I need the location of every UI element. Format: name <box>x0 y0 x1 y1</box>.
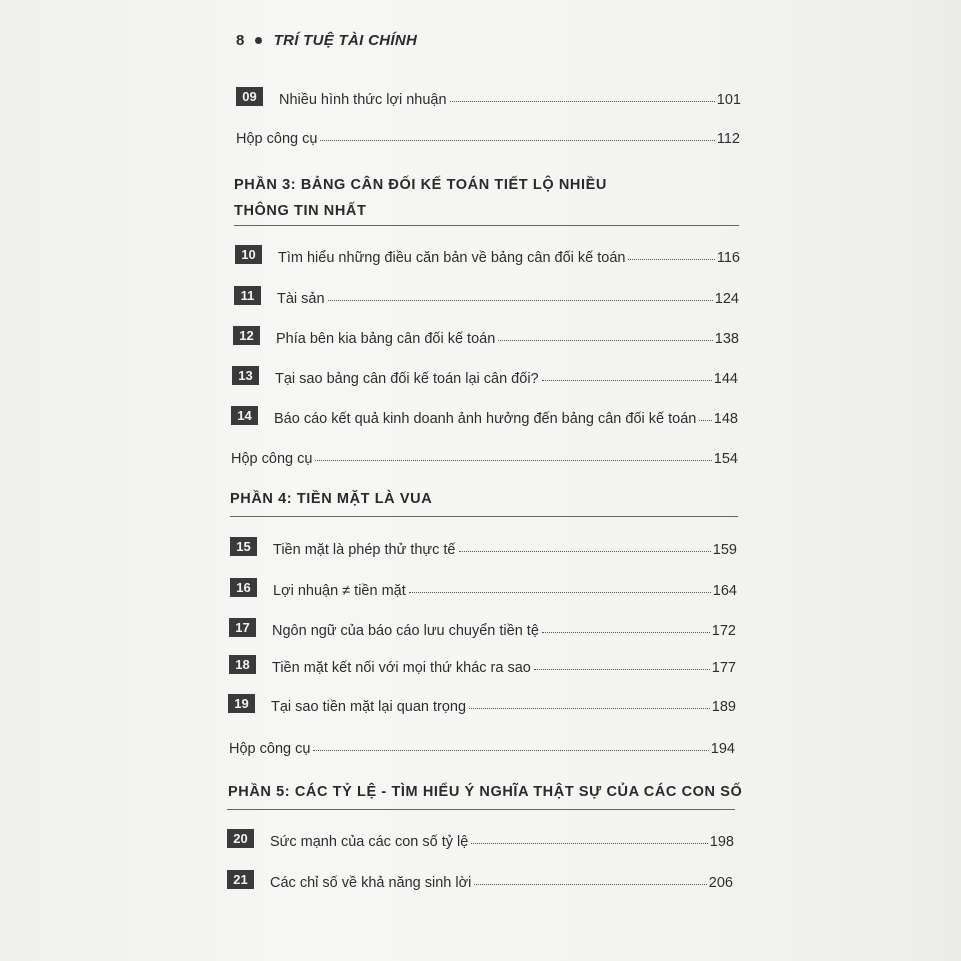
entry-title: Tiền mặt là phép thử thực tế <box>273 542 456 558</box>
entry-title: Tiền mặt kết nối với mọi thứ khác ra sao <box>272 660 531 676</box>
entry-page: 159 <box>712 542 737 558</box>
toc-entry-toolbox[interactable] <box>229 733 735 757</box>
entry-title: Ngôn ngữ của báo cáo lưu chuyển tiền tệ <box>272 623 539 639</box>
toc-entry[interactable] <box>230 575 737 599</box>
part-heading-line: THÔNG TIN NHẤT <box>234 203 367 219</box>
part-divider <box>234 225 739 226</box>
dot-leader <box>459 551 711 552</box>
toc-entry[interactable] <box>229 615 736 639</box>
chapter-number-badge: 16 <box>230 578 257 597</box>
part-heading <box>230 486 432 512</box>
entry-title: Hộp công cụ <box>236 131 318 147</box>
entry-page: 148 <box>713 411 738 427</box>
chapter-number-badge: 11 <box>234 286 261 305</box>
book-title: TRÍ TUỆ TÀI CHÍNH <box>273 32 418 49</box>
toc-entry[interactable] <box>227 826 734 850</box>
entry-page: 138 <box>714 331 739 347</box>
toc-entry[interactable] <box>231 403 738 427</box>
entry-title: Hộp công cụ <box>229 741 311 757</box>
dot-leader <box>320 140 714 141</box>
entry-page: 194 <box>710 741 735 757</box>
chapter-number-badge: 09 <box>236 87 263 106</box>
entry-title: Tại sao tiền mặt lại quan trọng <box>271 699 467 715</box>
toc-entry[interactable] <box>228 691 736 715</box>
dot-leader <box>542 380 712 381</box>
dot-leader <box>313 750 708 751</box>
entry-title: Lợi nhuận ≠ tiền mặt <box>273 583 406 599</box>
chapter-number-badge: 10 <box>235 245 262 264</box>
toc-entry-toolbox[interactable] <box>231 443 738 467</box>
chapter-number-badge: 18 <box>229 655 256 674</box>
entry-page: 189 <box>711 699 736 715</box>
toc-entry[interactable] <box>232 363 738 387</box>
toc-entry[interactable] <box>235 242 740 266</box>
dot-leader <box>542 632 710 633</box>
dot-leader <box>534 669 710 670</box>
toc-entry[interactable] <box>234 283 739 307</box>
part-heading <box>228 779 742 805</box>
entry-title: Sức mạnh của các con số tỷ lệ <box>270 834 469 850</box>
dot-leader <box>469 708 710 709</box>
chapter-number-badge: 19 <box>228 694 255 713</box>
part-divider <box>227 809 735 810</box>
entry-page: 124 <box>714 291 739 307</box>
entry-page: 177 <box>711 660 736 676</box>
chapter-number-badge: 14 <box>231 406 258 425</box>
toc-entry[interactable] <box>233 323 739 347</box>
entry-title: Báo cáo kết quả kinh doanh ảnh hưởng đến bảng cân đối kế toán <box>274 411 697 427</box>
chapter-number-badge: 17 <box>229 618 256 637</box>
entry-page: 198 <box>709 834 734 850</box>
entry-title: Hộp công cụ <box>231 451 313 467</box>
toc-entry-toolbox[interactable] <box>236 123 740 147</box>
entry-page: 116 <box>716 250 740 266</box>
dot-leader <box>628 259 714 260</box>
entry-title: Tìm hiểu những điều căn bản về bảng cân đối kế toán <box>278 250 626 266</box>
entry-title: Các chỉ số về khả năng sinh lời <box>270 875 472 891</box>
dot-leader <box>474 884 706 885</box>
chapter-number-badge: 12 <box>233 326 260 345</box>
dot-leader <box>315 460 711 461</box>
part-heading-line: PHẦN 5: CÁC TỶ LỆ - TÌM HIỂU Ý NGHĨA THẬT SỰ CỦA CÁC CON SỐ <box>228 784 743 800</box>
entry-page: 164 <box>712 583 737 599</box>
entry-title: Nhiều hình thức lợi nhuận <box>279 92 447 108</box>
entry-page: 206 <box>708 875 733 891</box>
entry-page: 101 <box>716 92 741 108</box>
chapter-number-badge: 20 <box>227 829 254 848</box>
chapter-number-badge: 15 <box>230 537 257 556</box>
dot-leader <box>328 300 713 301</box>
entry-title: Tại sao bảng cân đối kế toán lại cân đối? <box>275 371 539 387</box>
part-heading <box>234 172 607 224</box>
entry-page: 172 <box>711 623 736 639</box>
toc-entry[interactable] <box>230 534 737 558</box>
dot-leader <box>699 420 711 421</box>
entry-title: Tài sản <box>277 291 325 307</box>
entry-page: 112 <box>716 131 740 147</box>
toc-entry[interactable] <box>229 652 736 676</box>
toc-entry[interactable] <box>236 84 741 108</box>
chapter-number-badge: 21 <box>227 870 254 889</box>
dot-leader <box>409 592 711 593</box>
dot-leader <box>450 101 715 102</box>
part-divider <box>230 516 738 517</box>
entry-page: 154 <box>713 451 738 467</box>
dot-leader <box>498 340 713 341</box>
dot-leader <box>471 843 707 844</box>
entry-title: Phía bên kia bảng cân đối kế toán <box>276 331 496 347</box>
entry-page: 144 <box>713 371 738 387</box>
page-number: 8 <box>236 32 245 49</box>
part-heading-line: PHẦN 4: TIỀN MẶT LÀ VUA <box>230 491 433 507</box>
part-heading-line: PHẦN 3: BẢNG CÂN ĐỐI KẾ TOÁN TIẾT LỘ NHIỀU <box>234 177 607 193</box>
chapter-number-badge: 13 <box>232 366 259 385</box>
toc-entry[interactable] <box>227 867 733 891</box>
